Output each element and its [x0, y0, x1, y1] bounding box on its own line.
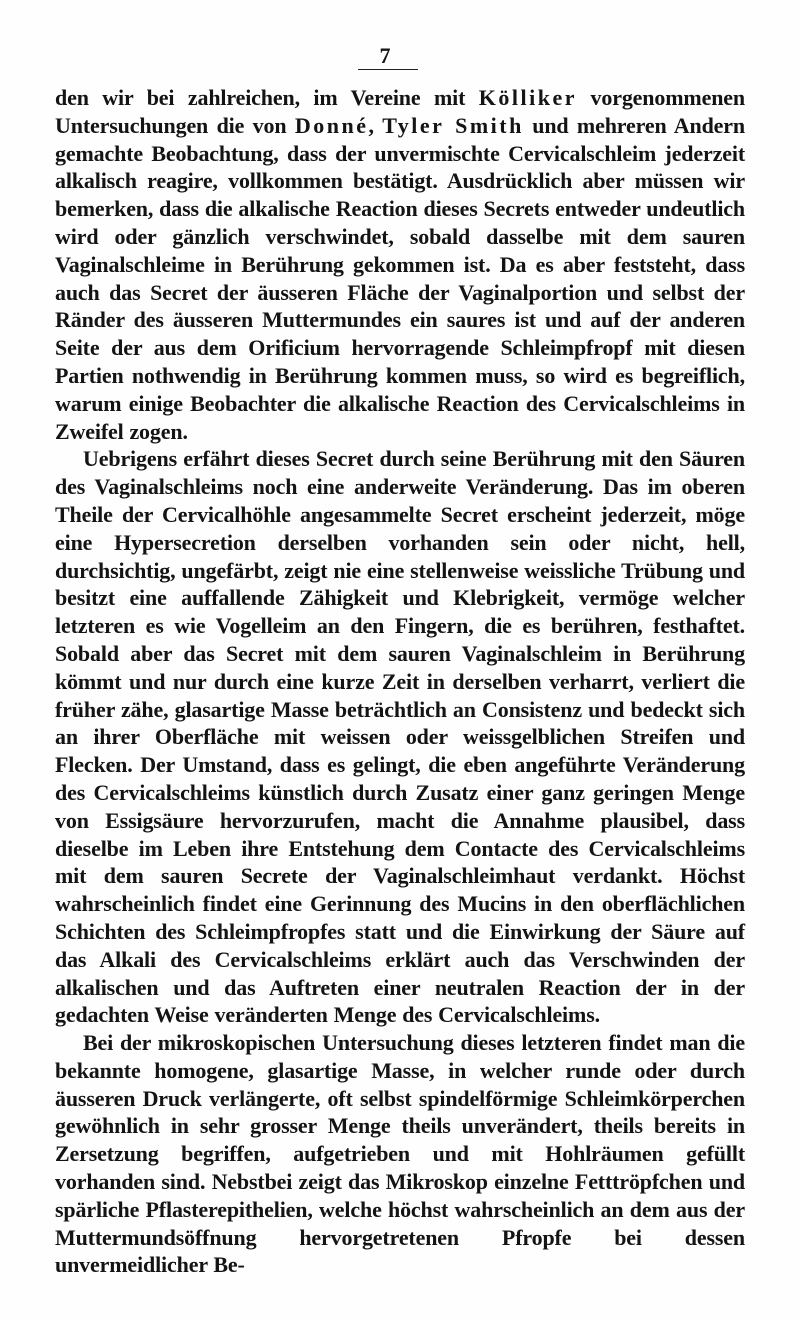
page-number: 7: [379, 43, 391, 68]
paragraph-3: Bei der mikroskopischen Untersuchung dieses letzteren findet man die bekannte homogene, glasartige Masse, in welcher runde oder durch äusseren Druck verlängerte, oft selbst spindelförmige Schleimkörperchen gewöhnlich in sehr grosser Menge theils unverändert, theils bereits in Zersetzung begriffen, aufgetrieben und mit Hohlräumen gefüllt vorhanden sind. Nebstbei zeigt das Mikroskop einzelne Fetttröpfchen und spärliche Pflasterepithelien, welche höchst wahrscheinlich an dem aus der Muttermundsöffnung hervorgetretenen Pfropfe bei dessen unvermeidlicher Be-: [55, 1030, 745, 1278]
page-number-rule: [358, 69, 418, 70]
author-name-koelliker: Kölliker: [478, 85, 578, 110]
text-run: ,: [368, 112, 383, 138]
body-text: [55, 84, 745, 1279]
paragraph-2: Uebrigens erfährt dieses Secret durch seine Berührung mit den Säuren des Vaginalschleims noch eine anderweite Veränderung. Das im oberen Theile der Cervicalhöhle angesammelte Secret erscheint jederzeit, möge eine Hypersecretion derselben vorhanden sein oder nicht, hell, durchsichtig, ungefärbt, zeigt nie eine stellenweise weissliche Trübung und besitzt eine auffallende Zähigkeit und Klebrigkeit, vermöge welcher letzteren es wie Vogelleim an den Fingern, die es berühren, festhaftet. Sobald aber das Secret mit dem sauren Vaginalschleim in Berührung kömmt und nur durch eine kurze Zeit in derselben verharrt, verliert die früher zähe, glasartige Masse beträchtlich an Consistenz und bedeckt sich an ihrer Oberfläche mit weissen oder weissgelblichen Streifen und Flecken. Der Umstand, dass es gelingt, die eben angeführte Veränderung des Cervicalschleims künstlich durch Zusatz einer ganz geringen Menge von Essigsäure hervorzurufen, macht die Annahme plausibel, dass dieselbe im Leben ihre Entstehung dem Contacte des Cervicalschleims mit dem sauren Secrete der Vaginalschleimhaut verdankt. Höchst wahrscheinlich findet eine Gerinnung des Mucins in den oberflächlichen Schichten des Schleimpfropfes statt und die Einwirkung der Säure auf das Alkali des Cervicalschleims erklärt auch das Verschwinden der alkalischen und das Auftreten einer neutralen Reaction der in der gedachten Weise veränderten Menge des Cervicalschleims.: [55, 446, 745, 1028]
text-run: vorgenommenen Untersuchungen die von: [55, 85, 745, 138]
author-name-donne: Donné: [294, 112, 369, 138]
text-run: den wir bei zahlreichen, im Vereine mit: [55, 85, 479, 110]
paragraph-1: [55, 84, 745, 445]
author-name-tyler-smith: Tyler Smith: [382, 112, 524, 138]
text-run: und mehreren Andern gemachte Beobachtung, dass der unvermischte Cervicalschleim jederzeit alkalisch reagire, vollkommen bestätigt. Ausdrücklich aber müssen wir bemerken, dass die alkalische Reaction dieses Secrets entweder undeutlich wird oder gänzlich verschwindet, sobald dasselbe mit dem sauren Vaginalschleime in Berührung gekommen ist. Da es aber feststeht, dass auch das Secret der äusseren Fläche der Vaginalportion und selbst der Ränder des äusseren Muttermundes ein saures ist und auf der anderen Seite der aus dem Orificium hervorragende Schleimpfropf mit diesen Partien nothwendig in Berührung kommen muss, so wird es begreiflich, warum einige Beobachter die alkalische Reaction des Cervicalschleims in Zweifel zogen.: [55, 112, 745, 444]
